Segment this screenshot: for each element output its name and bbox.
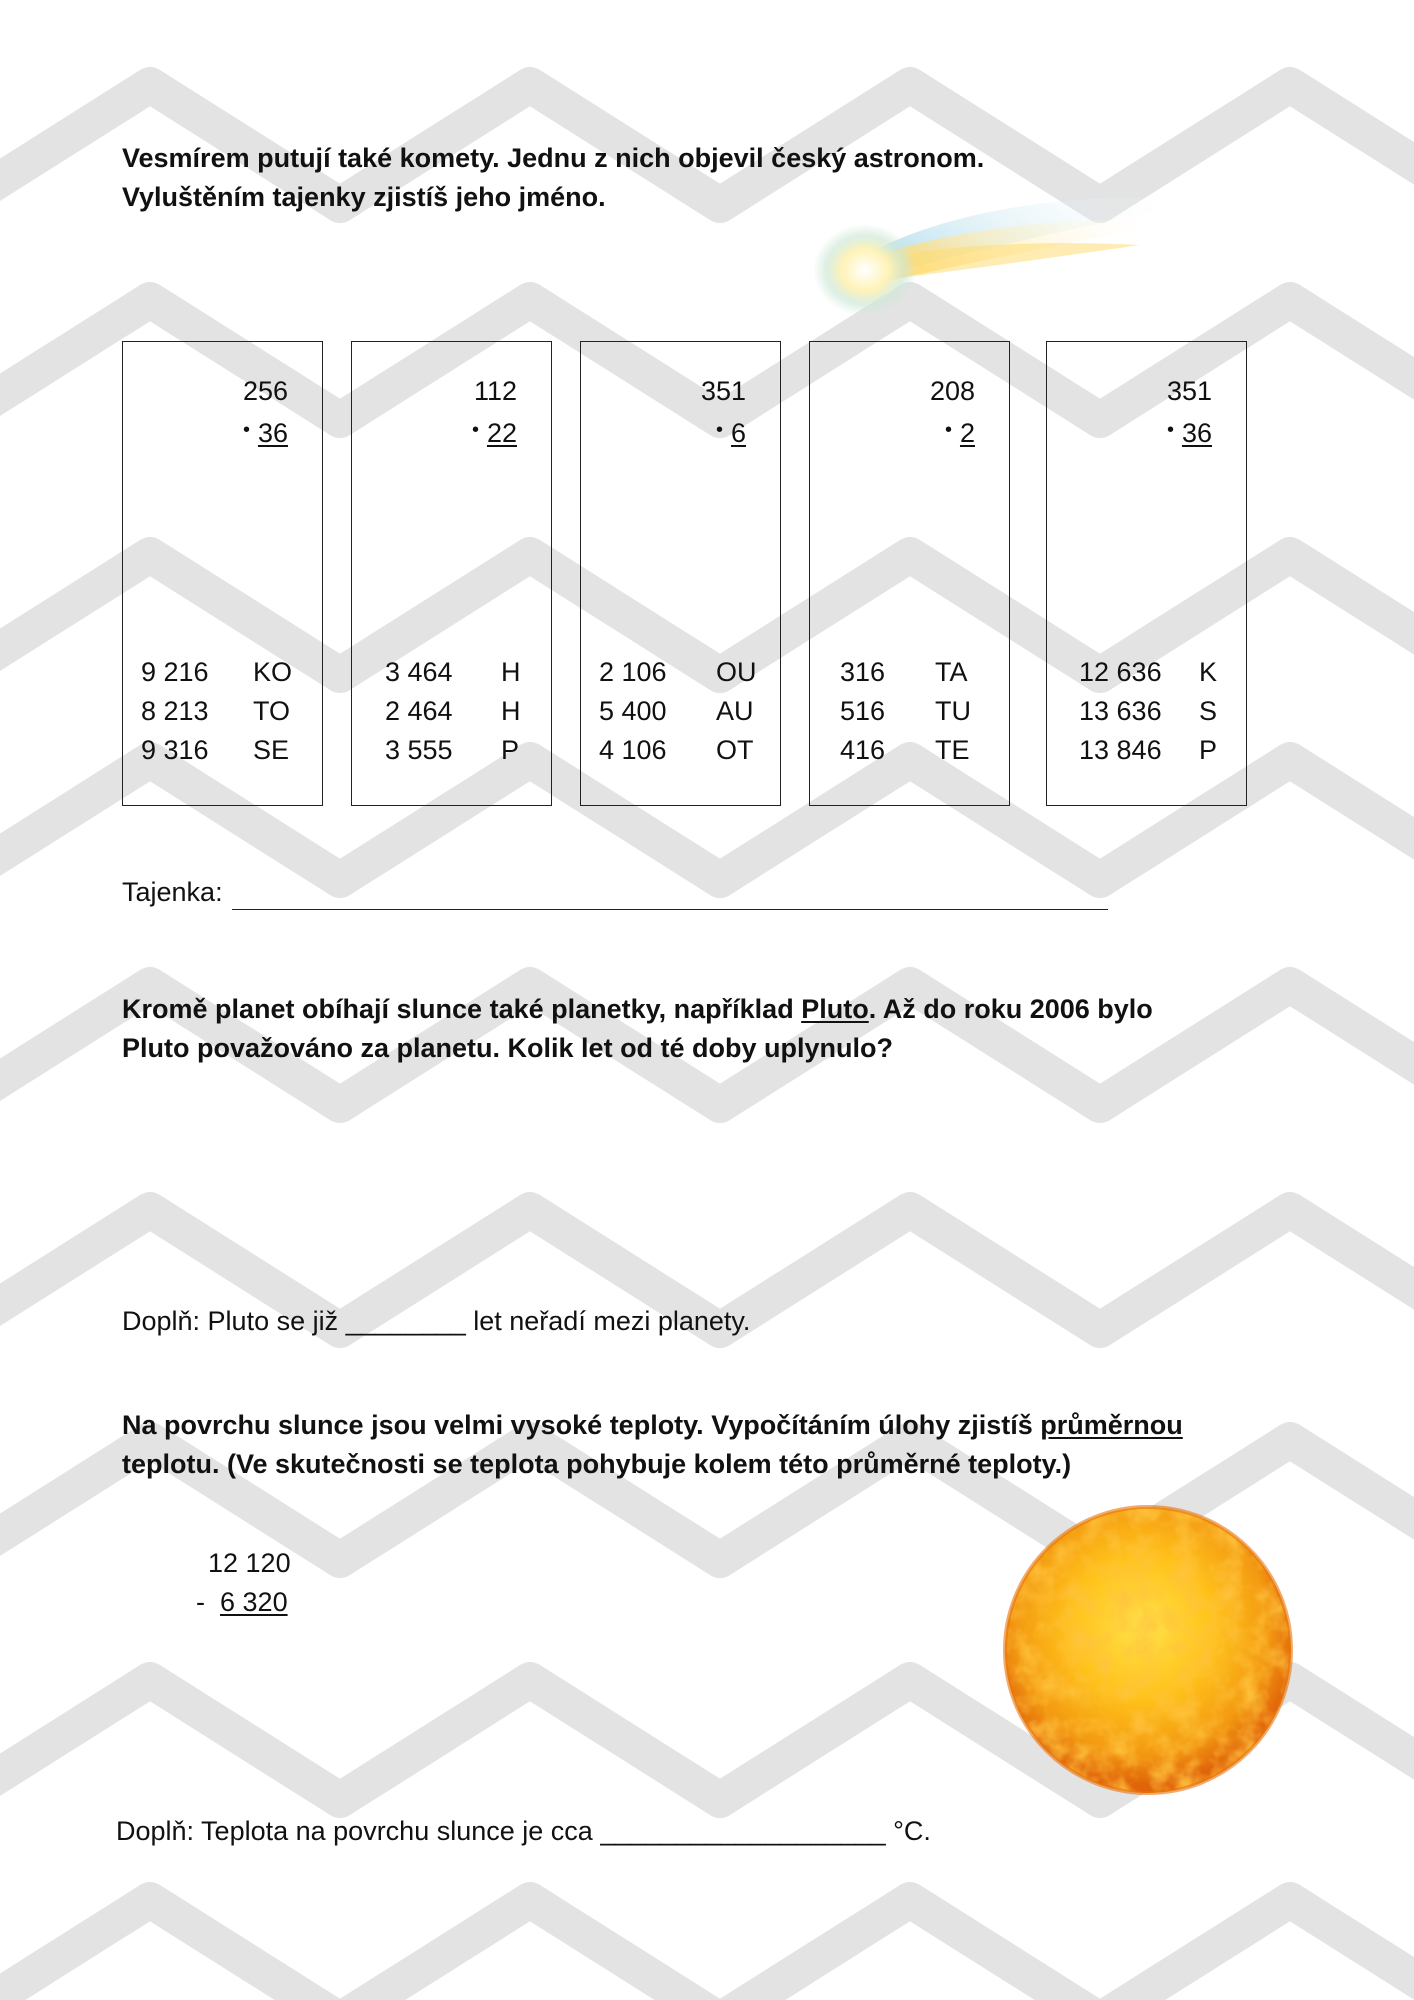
- pluto-task-line2: Pluto považováno za planetu. Kolik let od té doby uplynulo?: [122, 1033, 894, 1063]
- multiply-sign: •: [944, 419, 952, 441]
- multiplicand: 208: [929, 376, 975, 406]
- multiplier-line: [930, 411, 975, 453]
- option-number: 316: [840, 657, 886, 687]
- multiplication-problem: [1167, 372, 1212, 453]
- multiplication-problem: [701, 372, 746, 453]
- answer-options: [810, 653, 1009, 770]
- option-syllable: S: [1199, 696, 1218, 726]
- option-syllable: TO: [253, 696, 291, 726]
- option-number: 12 636: [1079, 657, 1162, 687]
- option-syllable: P: [1199, 735, 1218, 765]
- option-number: 516: [840, 696, 886, 726]
- sun-fill-sentence: Doplň: Teplota na povrchu slunce je cca ___________________ °C.: [116, 1816, 931, 1846]
- answer-option[interactable]: [1047, 653, 1246, 692]
- option-syllable: K: [1199, 657, 1218, 687]
- answer-option[interactable]: [352, 731, 551, 770]
- option-number: 9 216: [141, 657, 209, 687]
- multiplier: 22: [486, 418, 517, 448]
- multiplicand: 351: [700, 376, 746, 406]
- sun-task-line1: Na povrchu slunce jsou velmi vysoké teploty. Vypočítáním úlohy zjistíš průměrnou: [122, 1410, 1183, 1440]
- answer-option[interactable]: [123, 731, 322, 770]
- multiplication-problem: [243, 372, 288, 453]
- multiplication-box: [809, 341, 1010, 806]
- answer-option[interactable]: [581, 653, 780, 692]
- option-number: 2 106: [599, 657, 667, 687]
- multiply-sign: •: [715, 419, 723, 441]
- multiply-sign: •: [242, 419, 250, 441]
- sun-minuend: 12 120: [208, 1548, 291, 1578]
- option-syllable: P: [501, 735, 520, 765]
- multiplier-line: [701, 411, 746, 453]
- multiplication-box: [122, 341, 323, 806]
- pluto-task-line1: Kromě planet obíhají slunce také planetky, například Pluto. Až do roku 2006 bylo: [122, 994, 1153, 1024]
- pluto-link: Pluto: [801, 994, 869, 1024]
- multiply-sign: •: [1166, 419, 1174, 441]
- multiplier-line: [243, 411, 288, 453]
- multiplier-line: [472, 411, 517, 453]
- answer-options: [1047, 653, 1246, 770]
- multiplier: 6: [730, 418, 746, 448]
- option-number: 3 555: [385, 735, 453, 765]
- option-number: 9 316: [141, 735, 209, 765]
- multiplier-line: [1167, 411, 1212, 453]
- option-number: 3 464: [385, 657, 453, 687]
- prumernou-underlined: průměrnou: [1040, 1410, 1183, 1440]
- answer-option[interactable]: [1047, 731, 1246, 770]
- multiplicand: 351: [1166, 376, 1212, 406]
- multiplicand: 112: [473, 376, 517, 406]
- option-syllable: H: [501, 657, 521, 687]
- answer-line[interactable]: [232, 909, 1108, 910]
- answer-options: [352, 653, 551, 770]
- option-syllable: OU: [716, 657, 757, 687]
- comet-task-intro-line1: Vesmírem putují také komety. Jednu z nich objevil český astronom.: [122, 143, 985, 173]
- answer-option[interactable]: [123, 692, 322, 731]
- comet-task-intro-line2: Vyluštěním tajenky zjistíš jeho jméno.: [122, 182, 606, 212]
- answer-option[interactable]: [1047, 692, 1246, 731]
- answer-option[interactable]: [581, 731, 780, 770]
- answer-option[interactable]: [581, 692, 780, 731]
- option-syllable: TE: [935, 735, 970, 765]
- answer-option[interactable]: [123, 653, 322, 692]
- pluto-fill-blank[interactable]: ________: [345, 1306, 466, 1336]
- answer-option[interactable]: [352, 692, 551, 731]
- option-number: 8 213: [141, 696, 209, 726]
- sun-fill-blank[interactable]: ___________________: [600, 1816, 886, 1846]
- answer-option[interactable]: [810, 653, 1009, 692]
- multiplication-problem: [472, 372, 517, 453]
- option-syllable: TA: [935, 657, 968, 687]
- answer-options: [581, 653, 780, 770]
- sun-subtraction: [196, 1583, 288, 1622]
- option-syllable: SE: [253, 735, 290, 765]
- answer-option[interactable]: [810, 692, 1009, 731]
- multiplication-problem: [930, 372, 975, 453]
- pluto-fill-sentence: Doplň: Pluto se již ________ let neřadí mezi planety.: [122, 1306, 751, 1336]
- minus-sign: -: [196, 1587, 205, 1617]
- sun-subtrahend: 6 320: [220, 1587, 288, 1617]
- answer-options: [123, 653, 322, 770]
- multiplication-box: [1046, 341, 1247, 806]
- option-number: 13 636: [1079, 696, 1162, 726]
- answer-option[interactable]: [352, 653, 551, 692]
- option-syllable: KO: [253, 657, 293, 687]
- multiplier: 36: [1181, 418, 1212, 448]
- multiply-sign: •: [471, 419, 479, 441]
- option-number: 416: [840, 735, 886, 765]
- option-syllable: TU: [935, 696, 971, 726]
- answer-option[interactable]: [810, 731, 1009, 770]
- multiplier: 36: [257, 418, 288, 448]
- option-number: 2 464: [385, 696, 453, 726]
- multiplier: 2: [959, 418, 975, 448]
- comet-illustration: [810, 170, 1230, 340]
- multiplicand: 256: [242, 376, 288, 406]
- option-number: 4 106: [599, 735, 667, 765]
- option-syllable: H: [501, 696, 521, 726]
- sun-illustration: [998, 1500, 1298, 1800]
- option-number: 13 846: [1079, 735, 1162, 765]
- sun-task-line2: teplotu. (Ve skutečnosti se teplota pohybuje kolem této průměrné teploty.): [122, 1449, 1072, 1479]
- answer-label: Tajenka:: [122, 877, 223, 907]
- multiplication-box: [580, 341, 781, 806]
- multiplication-box: [351, 341, 552, 806]
- option-syllable: AU: [716, 696, 754, 726]
- option-number: 5 400: [599, 696, 667, 726]
- option-syllable: OT: [716, 735, 754, 765]
